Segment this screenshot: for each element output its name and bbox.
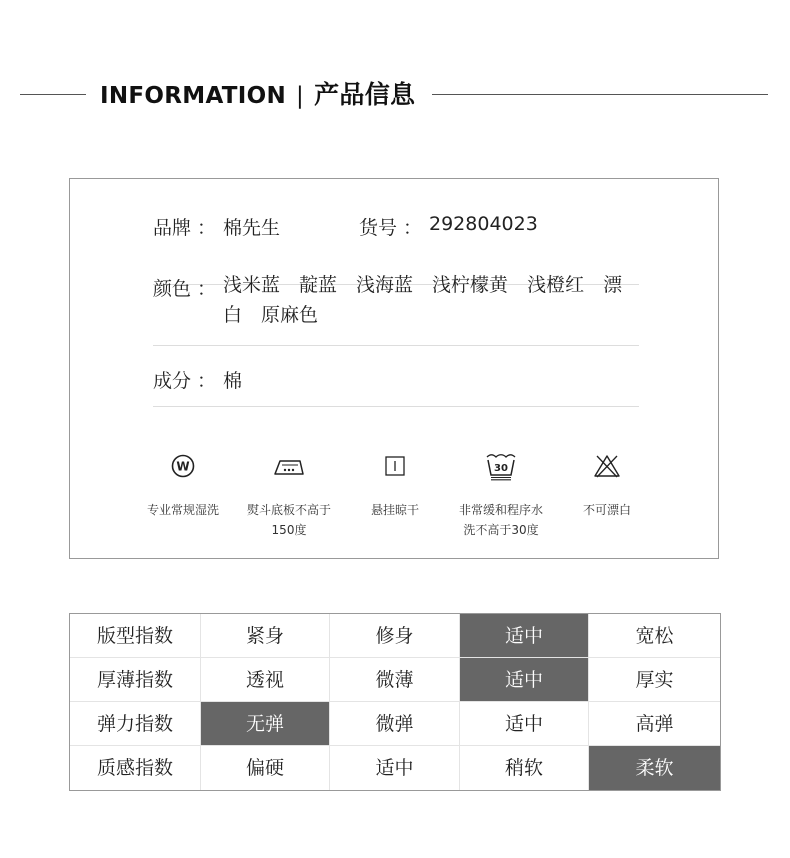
- care-item-wash: [128, 451, 238, 520]
- index-label: 版型指数: [70, 614, 201, 658]
- sku-label: 货号 ：: [359, 217, 423, 239]
- color-option: 浅柠檬黄: [432, 274, 509, 296]
- index-option: 厚实: [589, 658, 720, 702]
- color-option: 靛蓝: [299, 274, 338, 296]
- index-table: [69, 613, 721, 791]
- brand-value: 棉先生: [223, 217, 281, 239]
- hang-dry-icon: [384, 455, 406, 477]
- care-text: 不可漂白: [582, 503, 631, 517]
- care-item-iron: [234, 451, 344, 540]
- header-rule-left: [20, 94, 86, 95]
- iron-icon: [272, 455, 306, 477]
- index-option: 偏硬: [201, 746, 330, 790]
- material-value: 棉: [223, 370, 243, 392]
- care-text: 非常缓和程序水 洗不高于30度: [458, 503, 543, 537]
- color-option: 漂白: [223, 274, 623, 326]
- professional-wash-icon: [170, 453, 196, 479]
- color-option: 浅橙红: [527, 274, 585, 296]
- care-item-hang-dry: [340, 451, 450, 520]
- section-title-cn: 产品信息: [314, 80, 416, 109]
- no-bleach-icon: [592, 453, 622, 479]
- color-option: 浅米蓝: [223, 274, 281, 296]
- index-option: 透视: [201, 658, 330, 702]
- color-row: [153, 274, 639, 334]
- material-row: [153, 366, 639, 394]
- index-option: 微弹: [330, 702, 460, 746]
- care-text: 熨斗底板不高于 150度: [246, 503, 331, 537]
- svg-text:30: 30: [494, 463, 508, 474]
- color-option: 浅海蓝: [356, 274, 414, 296]
- product-info-box: [69, 178, 719, 559]
- care-text: 悬挂晾干: [370, 503, 419, 517]
- color-option: 原麻色: [261, 304, 319, 326]
- header-rule-right: [432, 94, 768, 95]
- index-option-selected: 无弹: [201, 702, 330, 746]
- index-option: 微薄: [330, 658, 460, 702]
- index-label: 弹力指数: [70, 702, 201, 746]
- svg-text:W: W: [176, 459, 190, 474]
- sku-value: 292804023: [429, 213, 538, 235]
- brand-sku-row: [153, 213, 639, 241]
- title-separator: |: [296, 83, 305, 109]
- section-title-en: INFORMATION: [100, 83, 287, 109]
- index-option: 宽松: [589, 614, 720, 658]
- care-text: 专业常规湿洗: [146, 503, 219, 517]
- index-label: 厚薄指数: [70, 658, 201, 702]
- color-label: 颜色 ：: [153, 278, 217, 300]
- index-option-selected: 柔软: [589, 746, 720, 790]
- index-option: 适中: [330, 746, 460, 790]
- row-divider: [153, 406, 639, 407]
- care-item-wash-30: [446, 451, 556, 540]
- wash-30-icon: [485, 451, 517, 481]
- index-label: 质感指数: [70, 746, 201, 790]
- index-option: 稍软: [460, 746, 589, 790]
- index-option: 高弹: [589, 702, 720, 746]
- brand-label: 品牌 ：: [153, 217, 217, 239]
- section-title: [100, 78, 415, 112]
- row-divider: [153, 345, 639, 346]
- color-values: [223, 270, 643, 330]
- care-item-no-bleach: [552, 451, 662, 520]
- index-option-selected: 适中: [460, 614, 589, 658]
- material-label: 成分 ：: [153, 370, 217, 392]
- index-option: 紧身: [201, 614, 330, 658]
- index-option: 修身: [330, 614, 460, 658]
- index-option: 适中: [460, 702, 589, 746]
- index-option-selected: 适中: [460, 658, 589, 702]
